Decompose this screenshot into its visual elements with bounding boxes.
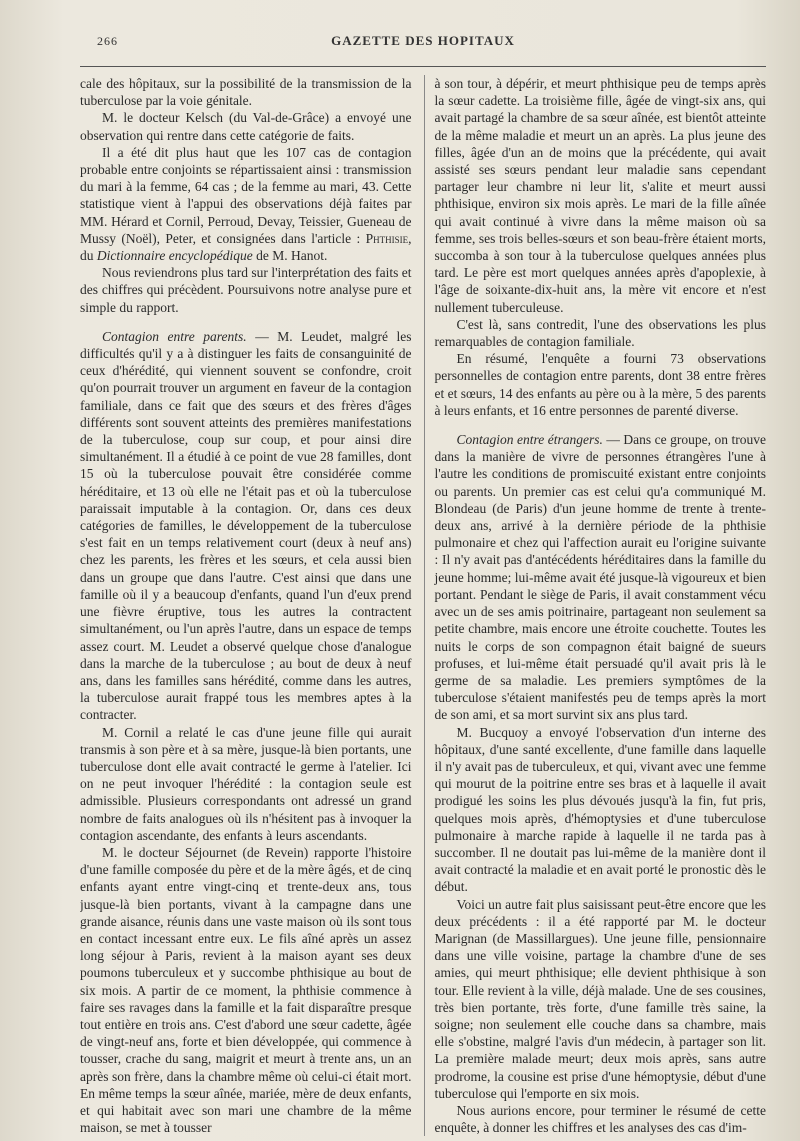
paragraph: Voici un autre fait plus saisissant peut-être encore que les deux précédents : il a été rapporté par M. le docteur Marignan (de Massillargues). Une jeune fille, pensionnaire dans une ville voisine, partage la chambre d'une de ses amies, qui meurt phthisique; elle devient phthisique à son tour. Elle revient à la ville, déjà malade. Une de ses cousines, très bien portante, très forte, d'une famille très saine, la soigne; non seulement elle couche dans sa chambre, mais elle s'obstine, malgré l'avis d'un médecin, à partager son lit. La première malade meurt; deux mois après, sans autre prodrome, la cousine est prise d'une hémoptysie, début d'une tuberculose qui l'emporte en six mois. [434,896,766,1101]
text-run: — M. Leudet, malgré les difficultés qu'il y a à distinguer les faits de consanguinité de ceux d'hérédité, qui viennent souvent se confondre, croit qu'on pourrait trouver un argument en faveur de la contagion familiale, dans ce fait que des sœurs et des frères d'âges différents sont souvent atteints des premières manifestations de la tuberculose, coup sur coup, et pour ainsi dire simultanément. Il a étudié à ce point de vue 28 familles, dont 15 où la tuberculose pouvait être considérée comme héréditaire, et 13 où elle ne l'était pas et où la tuberculose paraissait imputable à la contagion. Or, dans ces deux catégories de familles, le développement de la tuberculose s'est fait en un temps relativement court (deux à neuf ans) chez les parents, les frères et les sœurs, et cela aussi bien dans un groupe que dans l'autre. C'est ainsi que dans une famille où il y a beaucoup d'enfants, quand l'un d'eux prend une fièvre éruptive, tous les autres la contractent simultanément, ou l'un après l'autre, dans un espace de temps assez court. M. Leudet a observé quelque chose d'analogue dans la marche de la tuberculose ; au bout de deux à neuf ans, dans les familles sans hérédité, comme dans les autres, la tuberculose aurait frappé tous les membres aptes à la contracter. [80,328,412,723]
paragraph: Nous reviendrons plus tard sur l'interprétation des faits et des chiffres qui précèdent. Poursuivons notre analyse pure et simple du rapport. [80,265,412,315]
paragraph: M. le docteur Kelsch (du Val-de-Grâce) a envoyé une observation qui rentre dans cette catégorie de faits. [80,110,412,143]
right-column [424,75,767,1136]
section-title: Contagion entre parents. [102,328,247,344]
left-column [80,75,412,1136]
paragraph: En résumé, l'enquête a fourni 73 observations personnelles de contagion entre parents, dont 38 entre frères et et sœurs, 14 des enfants au père ou à la mère, 5 des parents à leurs enfants, et 16 entre personnes de parenté diverse. [434,351,766,418]
text-columns [80,75,766,1136]
running-head: GAZETTE DES HOPITAUX [331,33,515,48]
section-title: Contagion entre étrangers. [456,432,603,448]
text-run: — Dans ce groupe, on trouve dans la manière de vivre de personnes étrangères l'une à l'autre les conditions de promiscuité existant entre conjoints ou parents. Un premier cas est celui qu'a communiqué M. Blondeau (de Paris) d'un jeune homme de trente à trente-deux ans, arrivé à la dernière période de la phthisie pulmonaire et chez qui l'affection aurait eu l'origine suivante : Il n'y avait pas d'antécédents héréditaires dans la famille du jeune homme; lui-même avait été jusque-là vigoureux et bien portant. Pendant le siège de Paris, il avait constamment vécu avec un de ses amis poitrinaire, partageant non seulement sa petite chambre, mais encore une étroite couchette. Toutes les nuits le corps de son compagnon était baigné de sueurs profuses, et lui-même était persuadé qu'il avait pris là le germe de sa maladie. Les premiers symptômes de la tuberculose s'étaient manifestés peu de temps après la mort de son ami, et sa mort survint six ans plus tard. [434,432,766,723]
text-run: Il a été dit plus haut que les 107 cas de contagion probable entre conjoints se répartissaient ainsi : transmission du mari à la femme, 64 cas ; de la femme au mari, 43. Cette statistique vient à l'appui des observations déjà faites par MM. Hérard et Cornil, Perroud, Devay, Teissier, Gueneau de Mussy (Noël), Peter, et consignées dans l'article : [80,144,412,246]
text-run: , du [80,230,412,264]
paragraph: M. le docteur Séjournet (de Revein) rapporte l'histoire d'une famille composée du père et de la mère âgés, et de cinq enfants ayant entre vingt-cinq et trente-deux ans, tous jusque-là bien portants, vivant à la campagne dans une grande aisance, réunis dans une vaste maison où ils sont tous en contact incessant entre eux. Le fils aîné après un assez long séjour à Paris, revient à la maison ayant ses deux poumons tuberculeux et y succombe phthisique au bout de six mois. A partir de ce moment, la phthisie commence à faire ses ravages dans la famille et la fait disparaître presque tout entière en trois ans. C'est d'abord une sœur cadette, âgée de vingt-neuf ans, forte et bien développée, qui commence à tousser, crache du sang, maigrit et meurt à trente ans, un an après son frère, dans la chambre même où celui-ci était mort. En même temps la sœur aînée, mariée, mère de deux enfants, et qui habitait avec son mari une chambre de la même maison, se met à tousser [80,844,412,1136]
paragraph: C'est là, sans contredit, l'une des observations les plus remarquables de contagion familiale. [434,316,766,350]
section-spacer [435,419,767,431]
article-title: Phthisie [365,230,409,246]
text-run: de M. Hanot. [252,248,328,264]
paragraph: à son tour, à dépérir, et meurt phthisique peu de temps après la sœur cadette. La troisième fille, âgée de vingt-six ans, qui avait partagé la chambre de sa sœur aînée, est bientôt atteinte de la même maladie et meurt un an après. La plus jeune des filles, âgée d'un an de moins que la précédente, qui avait assisté ses sœurs pendant leur maladie sans cependant partager leur chambre ni leur lit, s'alite et meurt aussi phthisique, environ six mois après. Le mari de la fille aînée qui avait continué à vivre dans la même maison où sa femme, ses trois belles-sœurs et son beau-frère étaient morts, succomba à son tour à la tuberculose quelques années plus tard. Le père est mort quelques années après d'apoplexie, à l'âge de soixante-dix-huit ans, la mère vit encore et n'est nullement tuberculeuse. [434,76,766,315]
section-spacer [80,316,412,328]
paragraph [80,328,412,724]
paragraph: M. Bucquoy a envoyé l'observation d'un interne des hôpitaux, d'une santé excellente, d'une famille dans laquelle il n'y avait pas de tuberculeux, et qui, vivant avec une femme qui mourut de la poitrine entre ses bras et à laquelle il avait prodigué les soins les plus dévoués jusqu'à la fin, fut pris, quelques mois après, d'hémoptysies et d'une tuberculose pulmonaire à marche rapide à laquelle il ne tarda pas à succomber. Il ne doutait pas lui-même de la manière dont il avait contracté la maladie et en avait porté le pronostic dès le début. [434,724,766,895]
paragraph: Nous aurions encore, pour terminer le résumé de cette enquête, à donner les chiffres et les analyses des cas d'im- [434,1102,766,1136]
paragraph [80,144,412,264]
dictionary-title: Dictionnaire encyclopédique [96,248,253,264]
page-header [80,30,766,52]
paragraph: M. Cornil a relaté le cas d'une jeune fille qui aurait transmis à son père et à sa mère, jusque-là bien portants, une tuberculose dont elle avait contracté le germe à l'atelier. Ici on ne peut invoquer l'hérédité : la contagion seule est admissible. Plusieurs correspondants ont adressé un grand nombre de faits analogues où ils n'hésitent pas à invoquer la contagion ascendante, des enfants à leurs ascendants. [80,724,412,843]
paragraph [435,431,767,723]
paragraph: cale des hôpitaux, sur la possibilité de la transmission de la tuberculose par la voie génitale. [80,76,412,109]
page-number: 266 [97,34,118,48]
header-rule [80,66,766,67]
